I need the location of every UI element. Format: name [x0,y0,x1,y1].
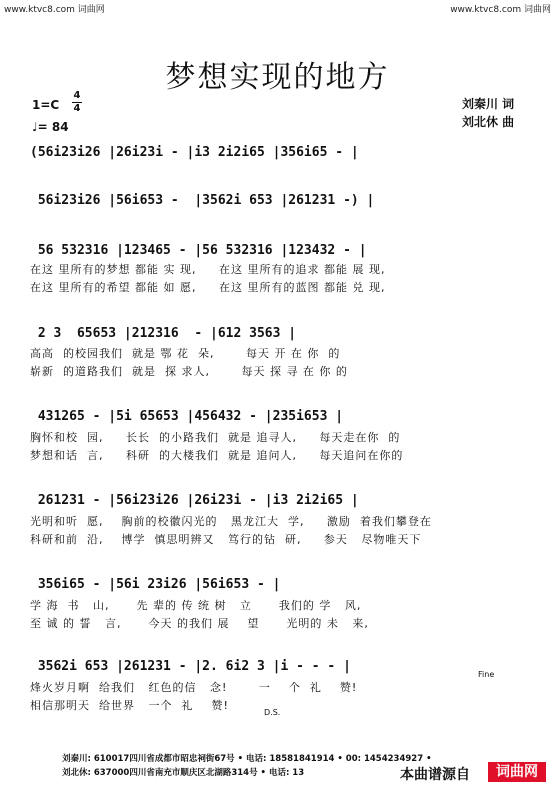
logo-badge: 词曲网 [488,762,546,782]
key-signature: 1=C [32,98,60,112]
lyrics-verse-1: 高高 的校园我们 就是 鄂 花 朵, 每天 开 在 你 的 [30,347,341,360]
lyrics-verse-2: 崭新 的道路我们 就是 探 求人, 每天 探 寻 在 你 的 [30,365,348,378]
lyrics-verse-2: 科研和前 沿, 博学 慎思明辨又 笃行的钻 研, 参天 尽物唯天下 [30,533,422,546]
lyrics-verse-1: 光明和听 愿, 胸前的校徽闪光的 黑龙江大 学, 激励 着我们攀登在 [30,515,432,528]
watermark-right: www.ktvc8.com 词曲网 [450,5,551,15]
notes-line-4: 2 3 65653 |212316 - |612 3563 | [30,326,297,341]
time-top: 4 [73,90,81,101]
notes-line-7: 356i65 - |56i 23i26 |56i653 - | [30,577,281,592]
lyrics-verse-1: 烽火岁月啊 给我们 红色的信 念! 一 个 礼 赞! [30,681,358,694]
lyrics-verse-1: 学 海 书 山, 先 辈的 传 统 树 立 我们的 学 风, [30,599,362,612]
notes-line-3: 56 532316 |123465 - |56 532316 |123432 - | [30,243,367,258]
composer-credit: 刘北休 曲 [462,115,515,129]
tempo-marking [32,120,69,134]
score-system-8 [0,656,555,726]
notes-line-8: 3562i 653 |261231 - |2. 6i2 3 |i - - - | [30,659,351,674]
notes-line-5: 431265 - |5i 65653 |456432 - |235i653 | [30,409,344,424]
lyricist-credit: 刘秦川 词 [462,97,515,111]
lyrics-verse-2: 相信那明天 给世界 一个 礼 赞! [30,699,229,712]
time-signature [72,91,82,114]
lyrics-verse-1: 胸怀和校 园, 长长 的小路我们 就是 追寻人, 每天走在你 的 [30,431,401,444]
lyrics-verse-1: 在这 里所有的梦想 都能 实 现, 在这 里所有的追求 都能 展 现, [30,263,386,276]
lyrics-verse-2: 在这 里所有的希望 都能 如 愿, 在这 里所有的蓝图 都能 兑 现, [30,281,386,294]
footer-contact-2: 刘北休: 637000四川省南充市顺庆区北湖路314号 • 电话: 13 [62,768,305,778]
quarter-note-icon: ♩ [32,120,38,134]
time-bottom: 4 [73,103,81,114]
notes-line-1: (56i23i26 |26i23i - |i3 2i2i65 |356i65 - | [30,145,359,160]
fine-marking: Fine [478,670,495,679]
lyrics-verse-2: 梦想和话 言, 科研 的大楼我们 就是 追问人, 每天追问在你的 [30,449,404,462]
watermark-left: www.ktvc8.com 词曲网 [4,5,105,15]
site-logo[interactable] [400,762,548,782]
ds-marking: D.S. [264,708,281,717]
logo-text: 本曲谱源自 [400,767,470,783]
tempo-value: = 84 [37,120,69,134]
lyrics-verse-2: 至 诚 的 誓 言, 今天 的我们 展 望 光明的 未 来, [30,617,369,630]
song-title: 梦想实现的地方 [165,60,390,95]
notes-line-6: 261231 - |56i23i26 |26i23i - |i3 2i2i65 | [30,493,359,508]
footer-contact-1: 刘秦川: 610017四川省成都市昭忠祠街67号 • 电话: 18581841914 • 00: 1454234927 • [62,754,432,764]
notes-line-2: 56i23i26 |56i653 - |3562i 653 |261231 -) | [30,193,375,208]
